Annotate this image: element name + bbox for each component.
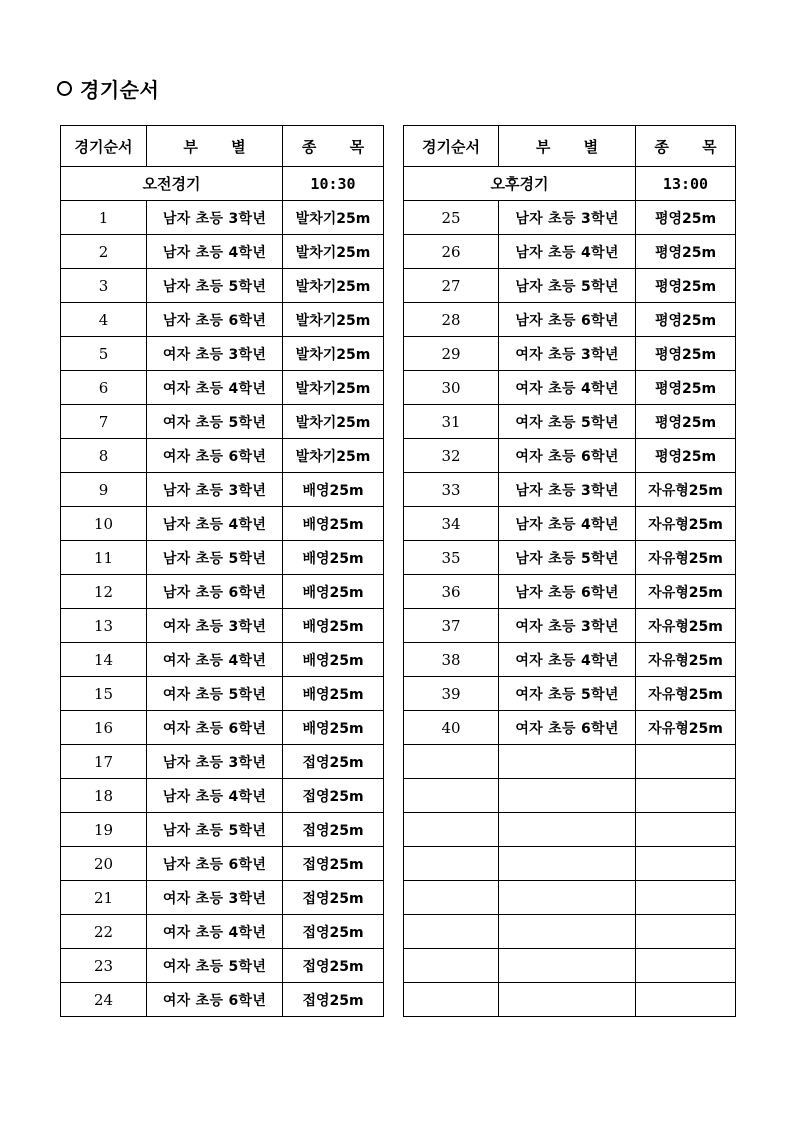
- event-cell: [636, 745, 736, 779]
- division-cell: 남자 초등 3학년: [147, 201, 283, 235]
- order-cell: 32: [404, 439, 499, 473]
- event-cell: 배영25m: [283, 677, 384, 711]
- division-cell: 남자 초등 6학년: [499, 575, 636, 609]
- division-cell: 남자 초등 4학년: [499, 507, 636, 541]
- table-row: [404, 847, 736, 881]
- division-cell: 남자 초등 3학년: [499, 473, 636, 507]
- event-cell: 평영25m: [636, 269, 736, 303]
- order-cell: [404, 745, 499, 779]
- session-label: 오후경기: [404, 167, 636, 201]
- division-cell: 여자 초등 3학년: [499, 337, 636, 371]
- order-cell: [404, 983, 499, 1017]
- event-cell: 배영25m: [283, 507, 384, 541]
- section-title: [57, 72, 159, 104]
- order-cell: 35: [404, 541, 499, 575]
- division-cell: 남자 초등 3학년: [147, 745, 283, 779]
- division-cell: [499, 983, 636, 1017]
- division-cell: 여자 초등 4학년: [147, 371, 283, 405]
- event-cell: 배영25m: [283, 609, 384, 643]
- order-cell: 17: [61, 745, 147, 779]
- session-label: 오전경기: [61, 167, 283, 201]
- division-cell: 남자 초등 4학년: [147, 779, 283, 813]
- division-cell: 여자 초등 6학년: [147, 711, 283, 745]
- table-row: [61, 303, 384, 337]
- event-cell: 평영25m: [636, 201, 736, 235]
- table-row: [404, 609, 736, 643]
- header-event: 종 목: [283, 126, 384, 167]
- event-cell: 발차기25m: [283, 269, 384, 303]
- division-cell: 여자 초등 3학년: [147, 337, 283, 371]
- event-cell: 평영25m: [636, 371, 736, 405]
- event-cell: 배영25m: [283, 711, 384, 745]
- division-cell: 남자 초등 4학년: [147, 507, 283, 541]
- event-cell: [636, 949, 736, 983]
- order-cell: 19: [61, 813, 147, 847]
- division-cell: 여자 초등 3학년: [499, 609, 636, 643]
- division-cell: 여자 초등 5학년: [147, 405, 283, 439]
- table-row: [404, 473, 736, 507]
- order-cell: 29: [404, 337, 499, 371]
- table-row: [404, 949, 736, 983]
- table-row: [404, 507, 736, 541]
- order-cell: 26: [404, 235, 499, 269]
- event-cell: 배영25m: [283, 473, 384, 507]
- header-event: 종 목: [636, 126, 736, 167]
- table-row: [61, 405, 384, 439]
- event-cell: 자유형25m: [636, 643, 736, 677]
- table-row: [61, 915, 384, 949]
- division-cell: [499, 813, 636, 847]
- session-row: [61, 167, 384, 201]
- table-row: [404, 745, 736, 779]
- division-cell: 여자 초등 6학년: [499, 711, 636, 745]
- order-cell: 30: [404, 371, 499, 405]
- table-row: [61, 881, 384, 915]
- division-cell: 여자 초등 6학년: [147, 439, 283, 473]
- order-cell: 9: [61, 473, 147, 507]
- header-row: [404, 126, 736, 167]
- event-cell: 배영25m: [283, 541, 384, 575]
- order-cell: 12: [61, 575, 147, 609]
- table-row: [61, 337, 384, 371]
- order-cell: 1: [61, 201, 147, 235]
- order-cell: 22: [61, 915, 147, 949]
- order-cell: 8: [61, 439, 147, 473]
- order-cell: 6: [61, 371, 147, 405]
- division-cell: 여자 초등 5학년: [147, 677, 283, 711]
- order-cell: 14: [61, 643, 147, 677]
- event-cell: [636, 813, 736, 847]
- event-cell: 평영25m: [636, 439, 736, 473]
- order-cell: 36: [404, 575, 499, 609]
- event-cell: 자유형25m: [636, 473, 736, 507]
- division-cell: [499, 745, 636, 779]
- event-cell: 평영25m: [636, 405, 736, 439]
- event-cell: 발차기25m: [283, 405, 384, 439]
- table-row: [61, 473, 384, 507]
- table-row: [61, 643, 384, 677]
- table-row: [404, 575, 736, 609]
- division-cell: 여자 초등 6학년: [499, 439, 636, 473]
- order-cell: [404, 915, 499, 949]
- table-row: [61, 439, 384, 473]
- event-cell: 평영25m: [636, 303, 736, 337]
- division-cell: 남자 초등 5학년: [147, 813, 283, 847]
- table-row: [404, 269, 736, 303]
- table-row: [61, 847, 384, 881]
- division-cell: [499, 915, 636, 949]
- table-row: [61, 813, 384, 847]
- order-cell: 20: [61, 847, 147, 881]
- order-cell: [404, 881, 499, 915]
- header-row: [61, 126, 384, 167]
- division-cell: 남자 초등 6학년: [147, 847, 283, 881]
- event-cell: 자유형25m: [636, 575, 736, 609]
- division-cell: 여자 초등 4학년: [499, 643, 636, 677]
- table-row: [61, 711, 384, 745]
- order-cell: [404, 949, 499, 983]
- division-cell: 남자 초등 5학년: [147, 541, 283, 575]
- order-cell: 33: [404, 473, 499, 507]
- table-row: [404, 711, 736, 745]
- event-cell: 발차기25m: [283, 439, 384, 473]
- session-time: 13:00: [636, 167, 736, 201]
- table-row: [61, 371, 384, 405]
- table-row: [61, 541, 384, 575]
- table-row: [61, 779, 384, 813]
- table-row: [404, 371, 736, 405]
- event-cell: [636, 881, 736, 915]
- order-cell: 5: [61, 337, 147, 371]
- table-row: [404, 235, 736, 269]
- table-row: [404, 881, 736, 915]
- section-title-text: 경기순서: [80, 77, 160, 102]
- order-cell: 7: [61, 405, 147, 439]
- division-cell: 여자 초등 6학년: [147, 983, 283, 1017]
- event-cell: 평영25m: [636, 337, 736, 371]
- schedule-table-morning: [60, 125, 384, 1017]
- table-row: [61, 507, 384, 541]
- event-cell: 접영25m: [283, 915, 384, 949]
- order-cell: 40: [404, 711, 499, 745]
- table-row: [61, 983, 384, 1017]
- table-row: [404, 303, 736, 337]
- division-cell: [499, 847, 636, 881]
- order-cell: 18: [61, 779, 147, 813]
- division-cell: 여자 초등 3학년: [147, 609, 283, 643]
- table-row: [404, 779, 736, 813]
- division-cell: 여자 초등 5학년: [147, 949, 283, 983]
- event-cell: [636, 983, 736, 1017]
- header-division: 부 별: [147, 126, 283, 167]
- event-cell: 평영25m: [636, 235, 736, 269]
- order-cell: 37: [404, 609, 499, 643]
- order-cell: 39: [404, 677, 499, 711]
- event-cell: 배영25m: [283, 643, 384, 677]
- division-cell: 여자 초등 5학년: [499, 677, 636, 711]
- event-cell: 발차기25m: [283, 371, 384, 405]
- division-cell: 남자 초등 4학년: [147, 235, 283, 269]
- division-cell: 남자 초등 3학년: [147, 473, 283, 507]
- order-cell: [404, 813, 499, 847]
- division-cell: 여자 초등 4학년: [147, 643, 283, 677]
- division-cell: 남자 초등 5학년: [147, 269, 283, 303]
- table-row: [61, 677, 384, 711]
- event-cell: 발차기25m: [283, 303, 384, 337]
- circle-bullet-icon: [57, 81, 72, 96]
- division-cell: 남자 초등 6학년: [147, 575, 283, 609]
- header-order: 경기순서: [404, 126, 499, 167]
- order-cell: 15: [61, 677, 147, 711]
- table-row: [404, 439, 736, 473]
- table-row: [404, 541, 736, 575]
- event-cell: 자유형25m: [636, 541, 736, 575]
- header-division: 부 별: [499, 126, 636, 167]
- order-cell: 4: [61, 303, 147, 337]
- event-cell: 자유형25m: [636, 609, 736, 643]
- event-cell: 발차기25m: [283, 201, 384, 235]
- order-cell: 25: [404, 201, 499, 235]
- session-time: 10:30: [283, 167, 384, 201]
- event-cell: 접영25m: [283, 779, 384, 813]
- table-row: [61, 609, 384, 643]
- division-cell: 여자 초등 4학년: [147, 915, 283, 949]
- header-order: 경기순서: [61, 126, 147, 167]
- table-row: [61, 575, 384, 609]
- order-cell: 38: [404, 643, 499, 677]
- event-cell: [636, 779, 736, 813]
- table-row: [404, 201, 736, 235]
- event-cell: 접영25m: [283, 949, 384, 983]
- order-cell: 21: [61, 881, 147, 915]
- division-cell: 남자 초등 4학년: [499, 235, 636, 269]
- order-cell: 2: [61, 235, 147, 269]
- table-row: [404, 677, 736, 711]
- division-cell: 여자 초등 3학년: [147, 881, 283, 915]
- table-row: [61, 745, 384, 779]
- table-row: [61, 269, 384, 303]
- order-cell: [404, 779, 499, 813]
- event-cell: 접영25m: [283, 983, 384, 1017]
- table-row: [404, 915, 736, 949]
- division-cell: 남자 초등 3학년: [499, 201, 636, 235]
- order-cell: [404, 847, 499, 881]
- event-cell: 배영25m: [283, 575, 384, 609]
- table-row: [404, 813, 736, 847]
- table-row: [61, 949, 384, 983]
- order-cell: 31: [404, 405, 499, 439]
- division-cell: 남자 초등 6학년: [147, 303, 283, 337]
- order-cell: 34: [404, 507, 499, 541]
- division-cell: 남자 초등 5학년: [499, 541, 636, 575]
- order-cell: 13: [61, 609, 147, 643]
- event-cell: 발차기25m: [283, 235, 384, 269]
- order-cell: 24: [61, 983, 147, 1017]
- event-cell: 접영25m: [283, 847, 384, 881]
- division-cell: 남자 초등 5학년: [499, 269, 636, 303]
- table-row: [404, 643, 736, 677]
- division-cell: [499, 949, 636, 983]
- event-cell: [636, 915, 736, 949]
- division-cell: 여자 초등 4학년: [499, 371, 636, 405]
- table-row: [404, 405, 736, 439]
- event-cell: 접영25m: [283, 813, 384, 847]
- order-cell: 28: [404, 303, 499, 337]
- event-cell: 자유형25m: [636, 677, 736, 711]
- division-cell: 여자 초등 5학년: [499, 405, 636, 439]
- event-cell: 자유형25m: [636, 711, 736, 745]
- order-cell: 23: [61, 949, 147, 983]
- table-row: [404, 337, 736, 371]
- order-cell: 27: [404, 269, 499, 303]
- table-row: [61, 201, 384, 235]
- division-cell: 남자 초등 6학년: [499, 303, 636, 337]
- session-row: [404, 167, 736, 201]
- event-cell: 발차기25m: [283, 337, 384, 371]
- event-cell: 접영25m: [283, 881, 384, 915]
- table-row: [404, 983, 736, 1017]
- order-cell: 16: [61, 711, 147, 745]
- event-cell: 자유형25m: [636, 507, 736, 541]
- order-cell: 10: [61, 507, 147, 541]
- schedule-table-afternoon: [403, 125, 736, 1017]
- order-cell: 3: [61, 269, 147, 303]
- order-cell: 11: [61, 541, 147, 575]
- event-cell: [636, 847, 736, 881]
- event-cell: 접영25m: [283, 745, 384, 779]
- table-row: [61, 235, 384, 269]
- division-cell: [499, 881, 636, 915]
- division-cell: [499, 779, 636, 813]
